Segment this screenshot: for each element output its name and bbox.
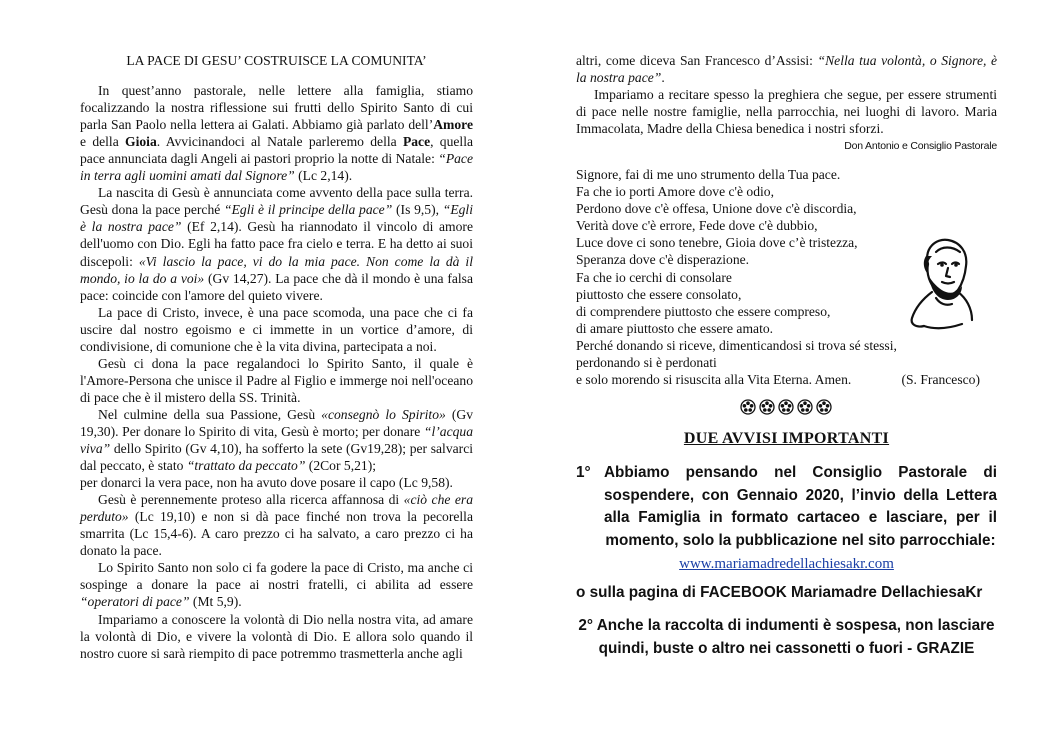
text: dello Spirito (Gv 4,10), ha sofferto la sete (Gv19,28); per salvarci dal peccato, è stato [80, 441, 473, 474]
text: . [661, 70, 665, 86]
flower-ornament-icon [778, 399, 794, 415]
prayer-line: di comprendere piuttosto che essere compreso, [576, 303, 831, 319]
parish-website-link[interactable]: www.mariamadredellachiesakr.com [679, 556, 894, 572]
text: Lo Spirito Santo non solo ci fa godere la pace di Cristo, ma anche ci sospinge a donare la pace ai nostri fratelli, ci abilita ad essere [80, 560, 473, 593]
bold-gioia: Gioia [125, 134, 157, 150]
flower-ornament-icon [797, 399, 813, 415]
text: altri, come diceva San Francesco d’Assisi: [576, 53, 818, 68]
quote: “operatori di pace” [80, 594, 190, 610]
notice-1 [576, 462, 997, 552]
continued-paragraph [576, 52, 997, 86]
text: Gesù è perennemente proteso alla ricerca affannosa di [98, 492, 404, 508]
quote: “trattato da peccato” [186, 458, 306, 474]
text: (2Cor 5,21); [305, 458, 376, 474]
prayer-line: Verità dove c'è errore, Fede dove c'è dubbio, [576, 218, 818, 234]
notice-1-text: Abbiamo pensando nel Consiglio Pastorale di sospendere, con Gennaio 2020, l’invio della Lettera alla Famiglia in formato cartaceo e lasciare, per il momento, solo la pubblicazione nel sito parrocchiale: [604, 464, 997, 549]
bold-pace: Pace [402, 134, 431, 150]
quote: «Vi lascio la pace, vi do la mia pace. Non come la dà il mondo, io la do a voi» [80, 253, 473, 286]
prayer-line: perdonando si è perdonati [576, 355, 717, 371]
text: (Gv 14,27). La pace che dà il mondo è una falsa pace: coincide con l'amore del quieto vivere. [80, 270, 473, 303]
paragraph-7 [80, 491, 473, 559]
quote: “Pace in terra agli uomini amati dal Signore” [80, 151, 473, 184]
quote: “Egli è la nostra pace” [80, 202, 473, 235]
prayer-line: Perché donando si riceve, dimenticandosi si trova sé stessi, [576, 337, 897, 353]
text: , quella pace annunciata dagli Angeli ai pastori proprio la notte di Natale: [80, 134, 474, 167]
quote: «consegnò lo Spirito» [321, 406, 446, 422]
flower-ornament-row [736, 399, 836, 419]
flower-ornament-icon [759, 399, 775, 415]
quote: “Egli è il principe della pace” [224, 202, 393, 218]
text: . Avvicinandoci al Natale parleremo della [156, 134, 403, 150]
paragraph-6: per donarci la vera pace, non ha avuto dove posare il capo (Lc 9,58). [80, 475, 453, 491]
text: (Lc 19,10) e non si dà pace finché non trova la pecorella smarrita (Lc 15,4-6). A caro prezzo ci ha salvato, a caro prezzo ci ha donato la pace. [80, 509, 473, 559]
prayer-line: Luce dove ci sono tenebre, Gioia dove c’è tristezza, [576, 235, 858, 251]
notice-number: 1° [576, 464, 591, 481]
prayer-line: Perdono dove c'è offesa, Unione dove c'è discordia, [576, 201, 857, 217]
text: La nascita di Gesù è annunciata come avvento della pace sulla terra. Gesù dona la pace perché [80, 185, 473, 218]
text: (Mt 5,9). [189, 594, 242, 610]
quote: “Nella tua volontà, o Signore, è la nostra pace” [576, 53, 997, 86]
prayer-line: Speranza dove c'è disperazione. [576, 252, 750, 268]
text: In quest’anno pastorale, nelle lettere alla famiglia, stiamo focalizzando la nostra riflessione sui frutti dello Spirito Santo di cui parla San Paolo nella lettera ai Galati. Abbiamo già parlato dell’ [80, 83, 473, 133]
signature: Don Antonio e Consiglio Pastorale [844, 140, 997, 153]
prayer-line: di amare piuttosto che essere amato. [576, 320, 774, 336]
text: e della [80, 134, 126, 150]
prayer-line: e solo morendo si risuscita alla Vita Eterna. Amen. [576, 372, 852, 388]
paragraph-8 [80, 559, 473, 610]
saint-francis-head-icon [906, 234, 976, 330]
paragraph-3: La pace di Cristo, invece, è una pace scomoda, una pace che ci fa uscire dal nostro egoismo e ci immette in un vortice d’amore, di condivisione, di comunione che è la vita divina, partecipata a noi. [80, 304, 473, 354]
paragraph-4: Gesù ci dona la pace regalandoci lo Spirito Santo, il quale è l'Amore-Persona che unisce il Padre al Figlio e immerge noi nell'oceano di pace che è il mistero della SS. Trinità. [80, 355, 473, 405]
text: (Gv 19,30). Per donare lo Spirito di vita, Gesù è morto; per donare [80, 406, 473, 439]
bold-amore: Amore [433, 117, 473, 133]
notices-heading: DUE AVVISI IMPORTANTI [683, 430, 890, 447]
right-column [576, 52, 997, 155]
facebook-page-text: o sulla pagina di FACEBOOK Mariamadre DellachiesaKr [576, 584, 983, 601]
paragraph-9: Impariamo a conoscere la volontà di Dio nella nostra vita, ad amare la volontà di Dio, e vivere la volontà di Dio. E allora solo quando il nostro cuore si sarà riempito di pace potremmo trasmetterla anche agli [80, 611, 473, 661]
prayer-line: Signore, fai di me uno strumento della Tua pace. [576, 167, 841, 182]
prayer-line: piuttosto che essere consolato, [576, 286, 742, 302]
quote: «ciò che era perduto» [80, 492, 473, 525]
paragraph-5 [80, 406, 473, 474]
text: (Is 9,5), [392, 202, 443, 218]
flower-ornament-icon [740, 399, 756, 415]
paragraph-1 [80, 82, 473, 184]
article-title: LA PACE DI GESU’ COSTRUISCE LA COMUNITA’ [126, 53, 427, 68]
prayer-attribution: (S. Francesco) [901, 372, 980, 388]
prayer-line: Fa che io cerchi di consolare [576, 269, 732, 285]
prayer-line: Fa che io porti Amore dove c'è odio, [576, 184, 774, 200]
prayer-last-line [576, 371, 980, 388]
notice-2-text: 2° Anche la raccolta di indumenti è sospesa, non lasciare quindi, buste o altro nei cassonetti o fuori - GRAZIE [578, 617, 995, 657]
quote: “l’acqua viva” [80, 423, 473, 457]
text: (Lc 2,14). [294, 168, 353, 184]
paragraph-2 [80, 184, 473, 303]
prayer-intro-paragraph: Impariamo a recitare spesso la preghiera che segue, per essere strumenti di pace nelle nostre famiglie, nella parrocchia, nei luoghi di lavoro. Maria Immacolata, Madre della Chiesa benedica i nostri sforzi. [576, 87, 997, 137]
text: Nel culmine della sua Passione, Gesù [98, 406, 322, 422]
text: (Ef 2,14). Gesù ha riannodato il vincolo di amore dell'uomo con Dio. Egli ha fatto pace fra cielo e terra. E ha detto ai suoi discepoli: [80, 219, 473, 269]
flower-ornament-icon [816, 399, 832, 415]
left-column [80, 52, 473, 662]
